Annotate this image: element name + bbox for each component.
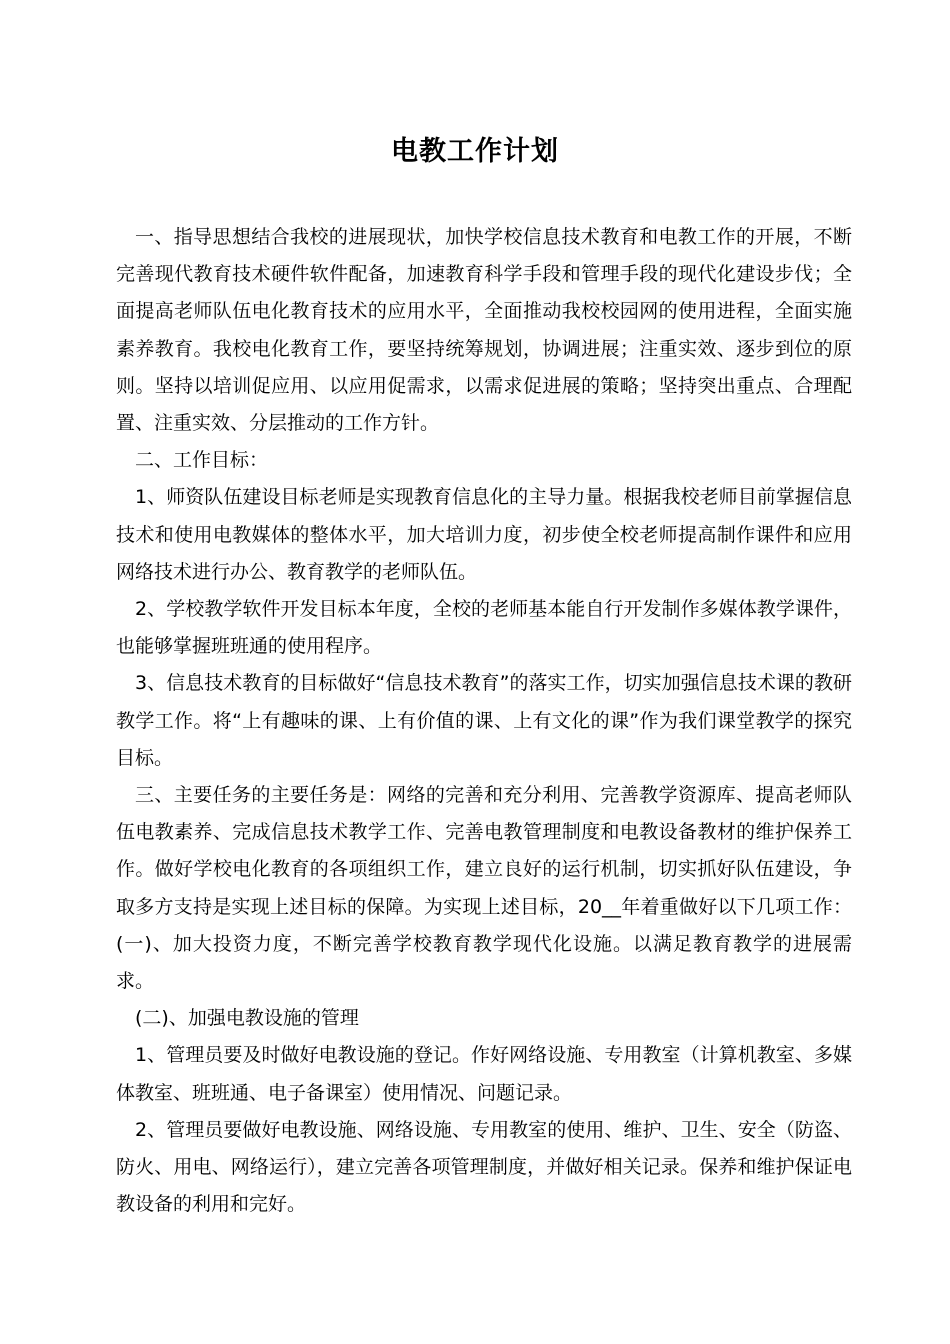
paragraph-software-goal: 2、学校教学软件开发目标本年度，全校的老师基本能自行开发制作多媒体教学课件，也能够掌握班班通的使用程序。 (116, 598, 852, 658)
paragraph-maintenance: 2、管理员要做好电教设施、网络设施、专用教室的使用、维护、卫生、安全（防盗、防火、用电、网络运行），建立完善各项管理制度，并做好相关记录。保养和维护保证电教设备的利用和完好。 (116, 1118, 852, 1216)
paragraph-facility-management-heading: (二)、加强电教设施的管理 (135, 1007, 359, 1030)
document-title: 电教工作计划 (391, 136, 559, 167)
paragraph-main-tasks: 三、主要任务的主要任务是：网络的完善和充分利用、完善教学资源库、提高老师队伍电教素养、完成信息技术教学工作、完善电教管理制度和电教设备教材的维护保养工作。做好学校电化教育的各项组织工作，建立良好的运行机制，切实抓好队伍建设，争取多方支持是实现上述目标的保障。为实现上述目标，20__年着重做好以下几项工作：(一)、加大投资力度，不断完善学校教育教学现代化设施。以满足教育教学的进展需求。 (116, 784, 852, 993)
paragraph-guiding-ideology: 一、指导思想结合我校的进展现状，加快学校信息技术教育和电教工作的开展，不断完善现代教育技术硬件软件配备，加速教育科学手段和管理手段的现代化建设步伐；全面提高老师队伍电化教育技术的应用水平，全面推动我校校园网的使用进程，全面实施素养教育。我校电化教育工作，要坚持统筹规划，协调进展；注重实效、逐步到位的原则。坚持以培训促应用、以应用促需求，以需求促进展的策略；坚持突出重点、合理配置、注重实效、分层推动的工作方针。 (116, 226, 852, 435)
paragraph-it-education-goal: 3、信息技术教育的目标做好“信息技术教育”的落实工作，切实加强信息技术课的教研教学工作。将“上有趣味的课、上有价值的课、上有文化的课”作为我们课堂教学的探究目标。 (116, 672, 852, 769)
document-body (116, 219, 852, 1223)
paragraph-teacher-team-goal: 1、师资队伍建设目标老师是实现教育信息化的主导力量。根据我校老师目前掌握信息技术和使用电教媒体的整体水平，加大培训力度，初步使全校老师提高制作课件和应用网络技术进行办公、教育教学的老师队伍。 (116, 486, 852, 583)
paragraph-registration: 1、管理员要及时做好电教设施的登记。作好网络设施、专用教室（计算机教室、多媒体教室、班班通、电子备课室）使用情况、问题记录。 (116, 1044, 852, 1104)
paragraph-work-goals-heading: 二、工作目标： (135, 449, 269, 472)
